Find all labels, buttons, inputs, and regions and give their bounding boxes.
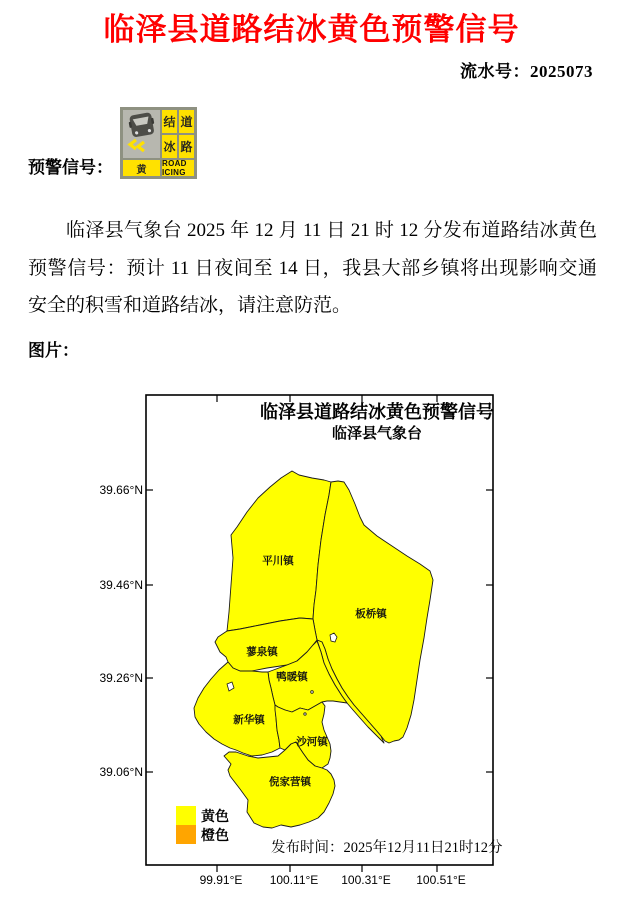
icon-char: 冰	[162, 135, 177, 158]
town-label-shahe: 沙河镇	[296, 737, 328, 748]
map-subtitle: 临泽县气象台	[331, 426, 423, 442]
picture-label: 图片：	[28, 341, 79, 360]
legend-swatch-orange	[176, 825, 196, 844]
lat-label: 39.06°N	[99, 765, 143, 779]
town-label-xinhua: 新华镇	[233, 715, 265, 726]
town-label-liaoquan: 蓼泉镇	[246, 647, 278, 658]
icon-char: 路	[179, 135, 194, 158]
warning-body-text: 临泽县气象台 2025 年 12 月 11 日 21 时 12 分发布道路结冰黄色预警信号：预计 11 日夜间至 14 日，我县大部乡镇将出现影响交通安全的积雪和道路结冰，请注意防范。	[28, 220, 597, 316]
document-title: 临泽县道路结冰黄色预警信号	[103, 12, 520, 47]
map-title: 临泽县道路结冰黄色预警信号	[260, 402, 494, 422]
warning-map-figure	[0, 385, 623, 901]
icon-characters	[162, 110, 194, 158]
serial-number: 流水号：2025073	[460, 62, 593, 81]
legend-label-orange: 橙色	[201, 829, 229, 844]
lat-label: 39.46°N	[99, 578, 143, 592]
road-icing-warning-icon	[120, 107, 197, 179]
icon-level-character: 黄	[123, 160, 160, 176]
car-glyph	[123, 110, 160, 158]
town-label-yanuan: 鸭暖镇	[276, 672, 308, 683]
icon-english-label: ROAD ICING	[162, 160, 194, 176]
lon-label: 100.51°E	[416, 873, 466, 887]
lat-label: 39.26°N	[99, 671, 143, 685]
legend-label-yellow: 黄色	[201, 810, 229, 825]
skidding-car-icon	[123, 110, 160, 158]
legend-swatch-yellow	[176, 806, 196, 825]
town-label-pingchuan: 平川镇	[262, 556, 294, 567]
signal-label: 预警信号：	[28, 158, 113, 177]
icon-char: 结	[162, 110, 177, 133]
lat-label: 39.66°N	[99, 483, 143, 497]
map-enclave	[311, 691, 314, 694]
icon-char: 道	[179, 110, 194, 133]
town-label-banqiao: 板桥镇	[355, 609, 387, 620]
lon-label: 100.31°E	[341, 873, 391, 887]
lon-label: 100.11°E	[269, 873, 319, 887]
town-label-nijiaying: 倪家营镇	[269, 777, 311, 788]
map-publish-time: 发布时间：2025年12月11日21时12分	[271, 840, 503, 856]
lon-label: 99.91°E	[199, 873, 243, 887]
map-enclave	[304, 713, 306, 715]
